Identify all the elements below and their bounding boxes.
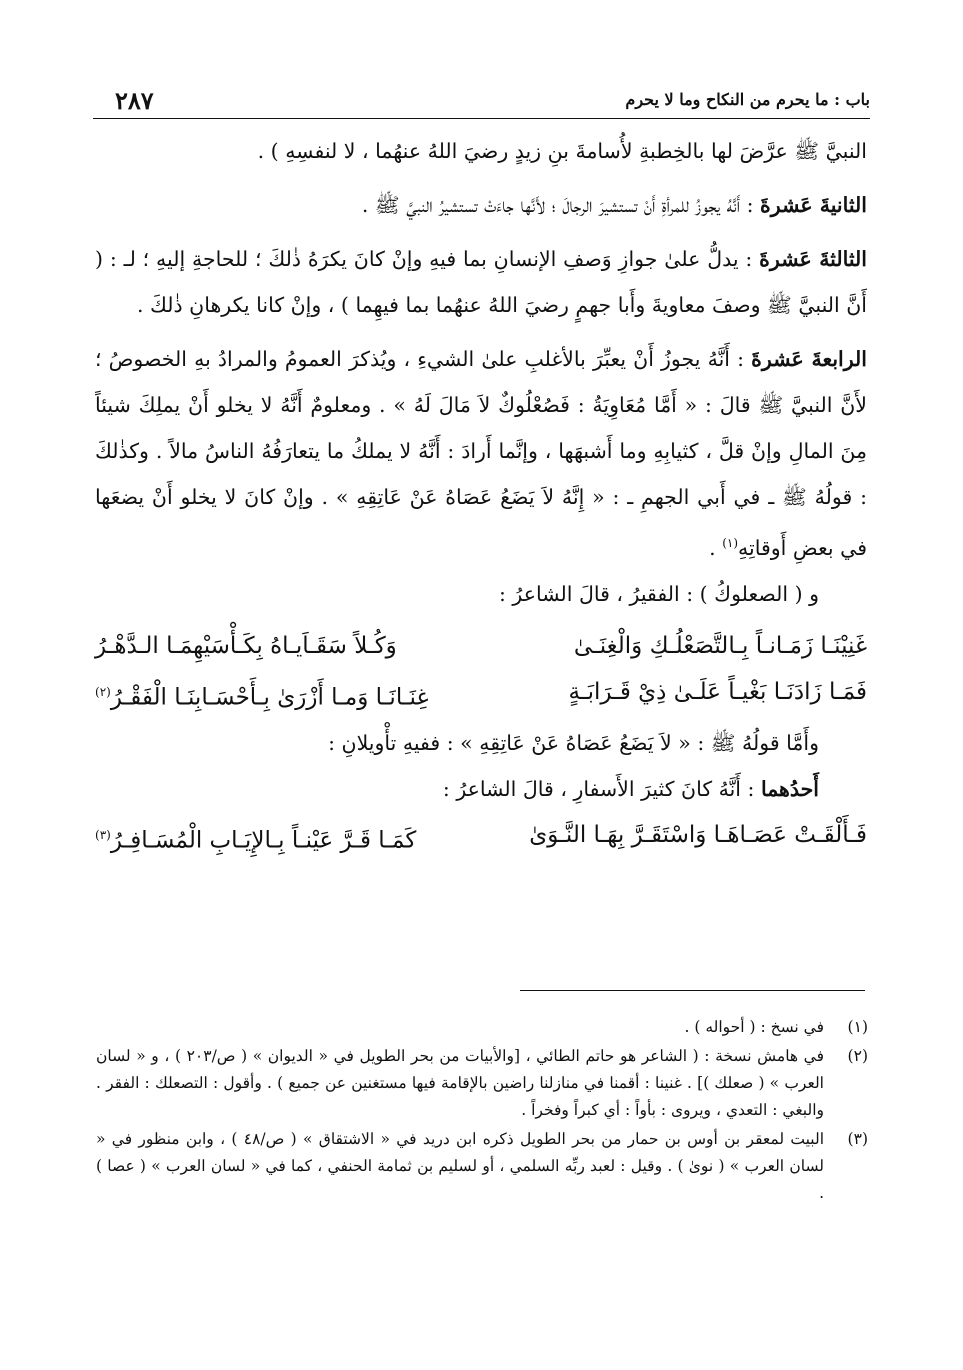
page-header — [93, 86, 870, 116]
footnote-number: (١) — [847, 1018, 868, 1036]
verse-second-hemistich: غِنَـانَـا وَمـا أَزْرَىٰ بِـأَحْسَـابِنَـا الْفَقْـرُ$^{(٢)}$ — [95, 684, 429, 711]
first-interpretation-text: أَنَّهُ كانَ كثيرَ الأَسفارِ ، قالَ الشاعرُ : — [442, 777, 741, 802]
page-number: ٢٨٧ — [115, 86, 154, 115]
verse-second-hemistich: وَكُـلاً سَقَـاَيـاهُ بِكَـأْسَيْهِمَـا الـدَّهْـرُ — [95, 632, 397, 659]
point-12-text: أَنَّهُ يجوزُ للمرأةِ أَنْ تستشيرَ الرجالَ ؛ لأَنَّها جاءَتْ تستشيرُ النبيَّ ﷺ . — [361, 193, 741, 217]
header-rule — [93, 118, 870, 119]
footnotes — [96, 1014, 868, 1209]
running-head: باب : ما يحرم من النكاح وما لا يحرم — [625, 90, 870, 109]
paragraph-point-13: الثالثةَ عَشرةَ : يدلُّ علىٰ جوازِ وَصفِ الإنسانِ بما فيهِ وإنْ كانَ يكرَهُ ذٰلكَ ؛ للحاجةِ إليهِ ؛ لـ : ( أَنَّ النبيَّ ﷺ وصفَ معاويةَ وأَبا جهمٍ رضيَ اللهُ عنهُما بما فيهِما ) ، وإنْ كانا يكرهانِ ذٰلكَ . — [95, 247, 867, 317]
footnote-3 — [96, 1126, 868, 1207]
footnote-ref-3[interactable]: (٣) — [95, 828, 111, 843]
footnote-text: في نسخ : ( أحواله ) . — [684, 1018, 824, 1036]
verse-muaqqir — [95, 812, 867, 864]
paragraph-interpretations: وأَمَّا قولُهُ ﷺ : « لاَ يَضَعُ عَصَاهُ عَنْ عَاتِقِهِ » : ففيهِ تأْويلانِ : — [328, 731, 819, 756]
footnote-number: (٣) — [847, 1130, 868, 1148]
point-13-text: يدلُّ علىٰ جوازِ وَصفِ الإنسانِ بما فيهِ وإنْ كانَ يكرَهُ ذٰلكَ ؛ للحاجةِ إليهِ ؛ لـ : ( أَنَّ النبيَّ ﷺ وصفَ معاويةَ وأَبا جهمٍ رضيَ اللهُ عنهُما بما فيهِما ) ، وإنْ كانا يكرهانِ ذٰلكَ . — [95, 247, 867, 317]
verse-first-hemistich: فَـأَلْقَـتْ عَصَـاهَـا وَاسْتَقَـرَّ بِهَـا النَّـوَىٰ — [529, 822, 867, 849]
footnote-ref-2[interactable]: (٢) — [95, 684, 111, 699]
point-13-heading: الثالثةَ عَشرةَ — [759, 247, 867, 271]
paragraph-first-interpretation: أَحدُهما : أَنَّهُ كانَ كثيرَ الأَسفارِ ، قالَ الشاعرُ : — [442, 777, 819, 802]
verse-first-hemistich: غَنِيْنَـا زَمَـانـاً بِـالتَّصَعْلُـكِ وَالْغِنَـىٰ — [573, 632, 867, 659]
point-12-heading: الثانيةَ عَشرةَ — [760, 193, 867, 217]
verse-line — [95, 623, 867, 669]
point-14-heading: الرابعةَ عَشرةَ — [751, 347, 867, 371]
footnote-2 — [96, 1043, 868, 1124]
footnote-number: (٢) — [847, 1047, 868, 1065]
point-14-text: أَنَّهُ يجوزُ أَنْ يعبِّرَ بالأغلبِ علىٰ الشيءِ ، ويُذكرَ العمومُ والمرادُ بهِ الخصوصُ ؛ لأَنَّ النبيَّ ﷺ قالَ : « أَمَّا مُعَاوِيَةُ : فَصُعْلُوكٌ لاَ مَالَ لَهُ » . ومعلومٌ أَنَّهُ لا يخلو أَنْ يملِكَ شيئاً مِنَ المالِ وإنْ قلَّ ، كثيابِهِ وما أَشبهَها ، وإنَّما أَرادَ : أَنَّهُ لا يملكُ ما يتعارَفُهُ الناسُ مالاً . وكذٰلكَ : قولُهُ ﷺ ـ في أَبي الجهمِ ـ : « إِنَّهُ لاَ يَضَعُ عَصَاهُ عَنْ عَاتِقِهِ » . وإنْ كانَ لا يخلو أَنْ يضعَها في بعضِ أَوقاتِهِ — [95, 347, 867, 560]
paragraph-point-14: الرابعةَ عَشرةَ : أَنَّهُ يجوزُ أَنْ يعبِّرَ بالأغلبِ علىٰ الشيءِ ، ويُذكرَ العمومُ والمرادُ بهِ الخصوصُ ؛ لأَنَّ النبيَّ ﷺ قالَ : « أَمَّا مُعَاوِيَةُ : فَصُعْلُوكٌ لاَ مَالَ لَهُ » . ومعلومٌ أَنَّهُ لا يخلو أَنْ يملِكَ شيئاً مِنَ المالِ وإنْ قلَّ ، كثيابِهِ وما أَشبهَها ، وإنَّما أَرادَ : أَنَّهُ لا يملكُ ما يتعارَفُهُ الناسُ مالاً . وكذٰلكَ : قولُهُ ﷺ ـ في أَبي الجهمِ ـ : « إِنَّهُ لاَ يَضَعُ عَصَاهُ عَنْ عَاتِقِهِ » . وإنْ كانَ لا يخلو أَنْ يضعَها في بعضِ أَوقاتِهِ$^{(١)}$ . — [95, 347, 867, 560]
footnote-ref-1[interactable]: (١) — [722, 536, 739, 550]
paragraph-continuation: النبيَّ ﷺ عرَّضَ لها بالخِطبةِ لأُسامةَ بنِ زيدٍ رضيَ اللهُ عنهُما ، لا لنفسِهِ ) . — [257, 139, 867, 163]
verse-line — [95, 669, 867, 721]
footnote-text: في هامش نسخة : ( الشاعر هو حاتم الطائي ، [والأبيات من بحر الطويل في « الديوان » ( ص/٢٠٣ ) ، و « لسان العرب » ( صعلك )] . غنينا : أقمنا في منازلنا راضين بالإقامة فيها مستغنين عن جميع ) . وأقول : التصعلك : الفقر . والبغي : التعدي ، ويروى : بأواً : أي كبراً وفخراً . — [96, 1047, 824, 1119]
footnote-rule — [520, 990, 865, 991]
footnote-text: البيت لمعقر بن أوس بن حمار من بحر الطويل ذكره ابن دريد في « الاشتقاق » ( ص/٤٨ ) ، وابن منظور في « لسان العرب » ( نوىٰ ) . وقيل : لعبد ربِّه السلمي ، أو لسليم بن ثمامة الحنفي ، كما في « لسان العرب » ( عصا ) . — [96, 1130, 824, 1202]
verse-second-hemistich: كَمَـا قَـرَّ عَيْنـاً بِـالإِيَـابِ الْمُسَـافِـرُ$^{(٣)}$ — [95, 828, 417, 855]
footnote-1 — [96, 1014, 868, 1041]
paragraph-saluk: و ( الصعلوكُ ) : الفقيرُ ، قالَ الشاعرُ : — [499, 581, 819, 606]
paragraph-point-12: الثانيةَ عَشرةَ : أَنَّهُ يجوزُ للمرأةِ أَنْ تستشيرَ الرجالَ ؛ لأَنَّها جاءَتْ تستشيرُ النبيَّ ﷺ . — [361, 193, 867, 217]
poem-hatim — [95, 623, 867, 721]
main-text — [95, 128, 867, 864]
first-interpretation-heading: أَحدُهما — [760, 777, 819, 802]
verse-first-hemistich: فَمَـا زَادَنَـا بَغْيـاً عَلَـىٰ ذِيْ قَـرَابَـةٍ — [568, 678, 867, 705]
